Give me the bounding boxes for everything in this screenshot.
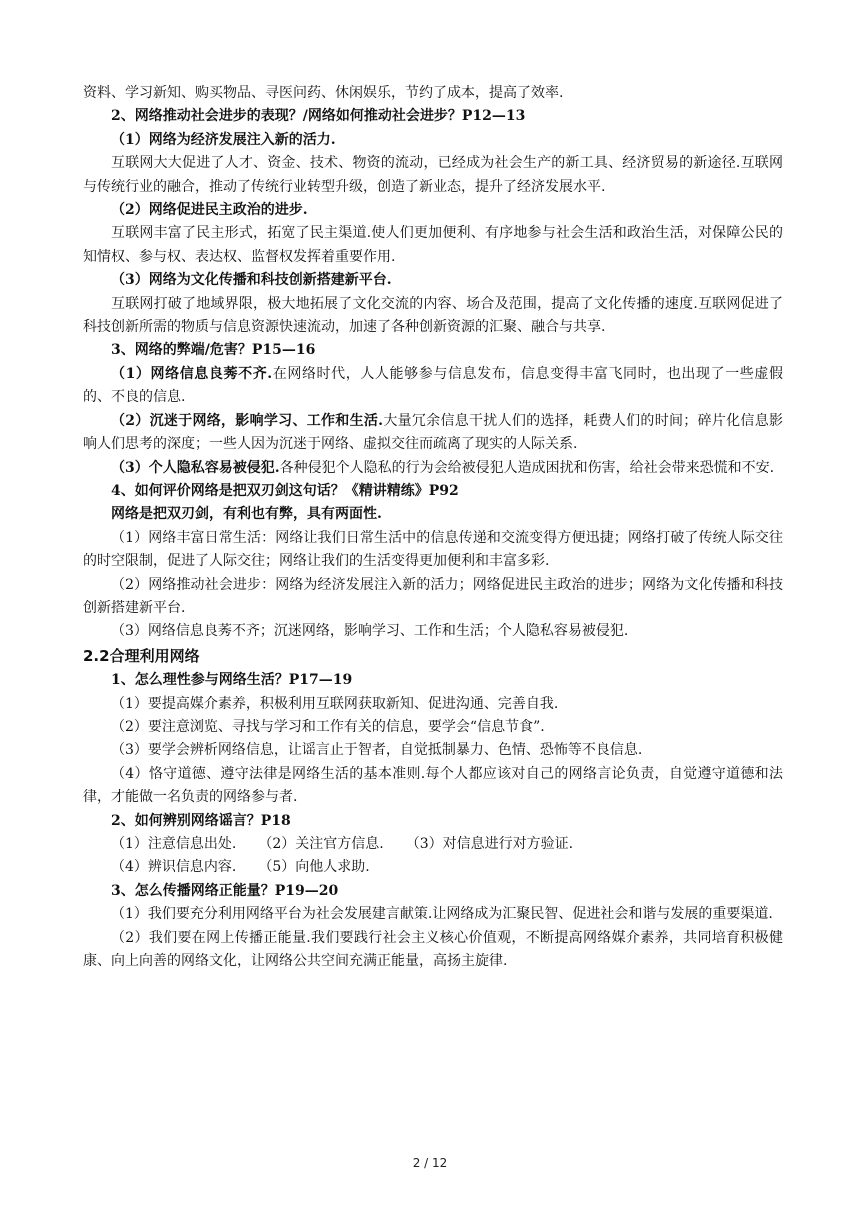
page-number: 2 / 12 (412, 1156, 448, 1170)
list-item: （5）向他人求助. (258, 859, 370, 876)
paragraph: 互联网打破了地域界限，极大地拓展了文化交流的内容、场合及范围，提高了文化传播的速度.互联网促进了科技创新所需的物质与信息资源快速流动，加速了各种创新资源的汇聚、融合与共享. (83, 295, 783, 336)
paragraph: 资料、学习新知、购买物品、寻医问药、休闲娱乐，节约了成本，提高了效率. (83, 85, 564, 101)
paragraph: （1）网络丰富日常生活：网络让我们日常生活中的信息传递和交流变得方便迅捷；网络打破了传统人际交往的时空限制，促进了人际交往；网络让我们的生活变得更加便利和丰富多彩. (83, 529, 783, 570)
sub-heading: （2）网络促进民主政治的进步. (111, 202, 308, 219)
paragraph: （2）我们要在网上传播正能量.我们要践行社会主义核心价值观，不断提高网络媒介素养，共同培育积极健康、向上向善的网络文化，让网络公共空间充满正能量，高扬主旋律. (83, 929, 783, 970)
section-heading: 2.2合理利用网络 (83, 646, 200, 665)
bold-point: （1）网络信息良莠不齐. (111, 365, 273, 382)
paragraph (83, 363, 783, 410)
list-item: （2）关注官方信息. (258, 836, 384, 852)
paragraph: （1）要提高媒介素养，积极利用互联网获取新知、促进沟通、完善自我. (111, 695, 559, 712)
question-heading: 3、怎么传播网络正能量？P19—20 (111, 882, 339, 899)
list-item: （3）对信息进行对方验证. (405, 836, 574, 852)
bold-point: （2）沉迷于网络，影响学习、工作和生活. (111, 412, 384, 429)
list-item: （1）注意信息出处. (111, 836, 237, 852)
point-text: 大量冗余信息干扰人们的选择，耗费人们的时间；碎片化信息影响人们思考的深度；一些人因为沉迷于网络、虚拟交往而疏离了现实的人际关系. (83, 412, 783, 453)
sub-heading: （3）网络为文化传播和科技创新搭建新平台. (111, 272, 392, 289)
lead-statement: 网络是把双刃剑，有利也有弊，具有两面性. (111, 506, 382, 523)
paragraph: 互联网丰富了民主形式，拓宽了民主渠道.使人们更加便利、有序地参与社会生活和政治生活，对保障公民的知情权、参与权、表达权、监督权发挥着重要作用. (83, 225, 783, 265)
bold-point: （3）个人隐私容易被侵犯. (111, 459, 280, 476)
list-item: （4）辨识信息内容. (111, 859, 237, 876)
paragraph (83, 833, 783, 856)
question-heading: 2、如何辨别网络谣言？P18 (111, 812, 291, 829)
paragraph: （3）要学会辨析网络信息，让谣言止于智者，自觉抵制暴力、色情、恐怖等不良信息. (111, 742, 643, 759)
paragraph: （1）我们要充分利用网络平台为社会发展建言献策.让网络成为汇聚民智、促进社会和谐与发展的重要渠道. (111, 906, 773, 923)
paragraph (83, 856, 783, 879)
question-heading: 1、怎么理性参与网络生活？P17—19 (111, 672, 353, 689)
paragraph: （2）网络推动社会进步：网络为经济发展注入新的活力；网络促进民主政治的进步；网络为文化传播和科技创新搭建新平台. (83, 576, 783, 616)
question-heading: 2、网络推动社会进步的表现？/网络如何推动社会进步？P12—13 (111, 108, 526, 125)
question-heading: 4、如何评价网络是把双刃剑这句话？《精讲精练》P92 (111, 482, 459, 499)
document-body (83, 82, 783, 973)
paragraph (83, 410, 783, 457)
point-text: 在网络时代，人人能够参与信息发布，信息变得丰富飞同时，也出现了一些虚假的、不良的信息. (83, 365, 783, 406)
point-text: 各种侵犯个人隐私的行为会给被侵犯人造成困扰和伤害，给社会带来恐慌和不安. (279, 459, 775, 476)
question-heading: 3、网络的弊端/危害？P15—16 (111, 342, 316, 359)
paragraph: （4）恪守道德、遵守法律是网络生活的基本准则.每个人都应该对自己的网络言论负责，自觉遵守道德和法律，才能做一名负责的网络参与者. (83, 765, 783, 806)
paragraph (83, 457, 783, 480)
paragraph: （2）要注意浏览、寻找与学习和工作有关的信息，要学会“信息节食”. (111, 718, 545, 735)
paragraph: （3）网络信息良莠不齐；沉迷网络，影响学习、工作和生活；个人隐私容易被侵犯. (111, 623, 629, 640)
paragraph: 互联网大大促进了人才、资金、技术、物资的流动，已经成为社会生产的新工具、经济贸易的新途径.互联网与传统行业的融合，推动了传统行业转型升级，创造了新业态，提升了经济发展水平. (83, 155, 783, 195)
sub-heading: （1）网络为经济发展注入新的活力. (111, 131, 336, 148)
